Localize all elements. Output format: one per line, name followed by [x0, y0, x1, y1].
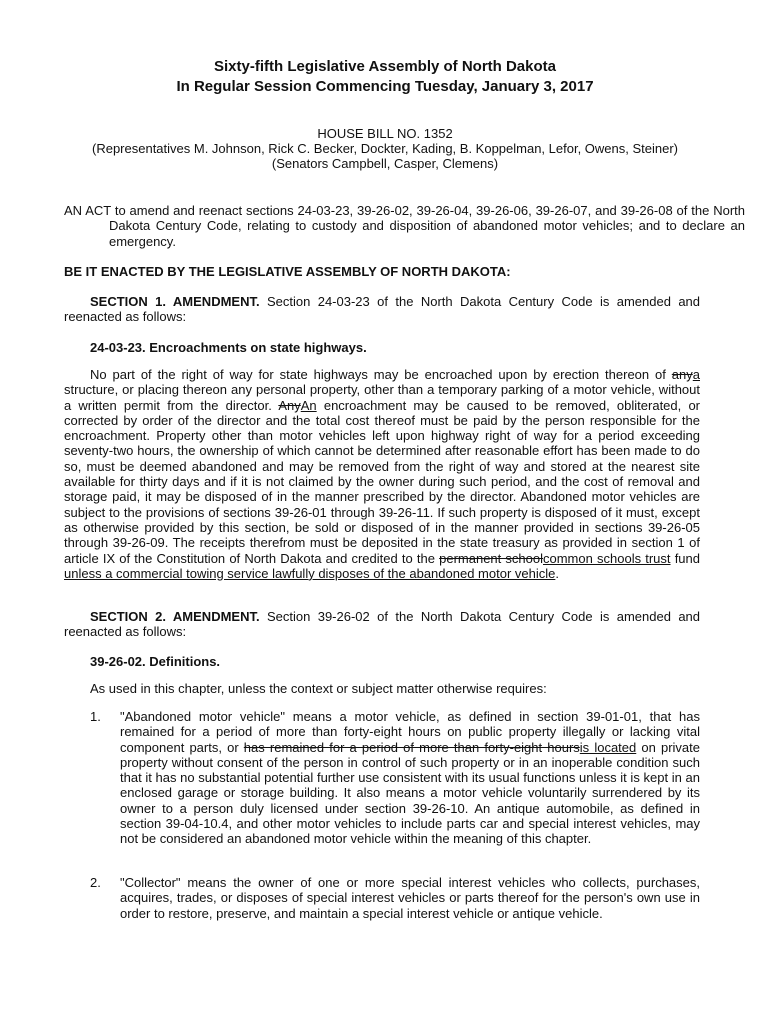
inserted-text: is located — [579, 739, 637, 755]
bill-number: HOUSE BILL NO. 1352 — [317, 126, 453, 141]
section2-intro — [64, 609, 700, 640]
act-title: AN ACT to amend and reenact sections 24-03-23, 39-26-02, 39-26-04, 39-26-06, 39-26-07, and 39-26-08 of the North Dakota Century Code, relating to custody and disposition of abandoned motor vehicles; and to declare an emergency. — [64, 203, 745, 249]
inserted-text: An — [300, 397, 317, 413]
section1-subheading: 24-03-23. Encroachments on state highways. — [90, 340, 367, 355]
struck-text: has remained for a period of more than forty-eight hours — [243, 739, 580, 755]
struck-text: Any — [278, 397, 301, 413]
section1-heading: SECTION 1. AMENDMENT. — [90, 294, 260, 309]
body-text: structure, or placing thereon any personal property, other than a temporary parking of a motor vehicle, without a written permit from the director. — [64, 382, 700, 413]
section2-heading: SECTION 2. AMENDMENT. — [90, 609, 260, 624]
definitions-lead: As used in this chapter, unless the context or subject matter otherwise requires: — [90, 681, 547, 696]
sponsors-senators: (Senators Campbell, Casper, Clemens) — [271, 156, 499, 171]
inserted-text: common schools trust — [543, 550, 671, 566]
body-text: encroachment may be caused to be removed, obliterated, or corrected by order of the director and the total cost thereof must be paid by the person responsible for the encroachment. Property other than motor vehicles left upon highway right of way for a period exceeding seventy-two hours, the ownership of which cannot be determined after reasonable effort has been made to do so, must be deemed abandoned and may be removed from the right of way and stored at the nearest site available for thirty days and if it is not claimed by the owner during such period, and the cost of removal and storage paid, it may be disposed of in the manner prescribed by the director. Abandoned motor vehicles are subject to the provisions of sections 39-26-01 through 39-26-11. If such property is disposed of it must, except as otherwise provided by this section, be sold or disposed of in the manner provided in sections 39-26-05 through 39-26-09. The receipts therefrom must be deposited in the state treasury as provided in section 1 of article IX of the Constitution of North Dakota and credited to the — [64, 397, 700, 566]
section1-intro — [64, 294, 700, 325]
section2-intro-text: Section 39-26-02 of the North Dakota Century Code is amended and reenacted as follows: — [64, 609, 701, 640]
body-text: No part of the right of way for state highways may be encroached upon by erection thereon of — [90, 367, 672, 382]
item-number: 2. — [90, 875, 101, 890]
struck-text: any — [671, 367, 693, 382]
definition-item-1 — [90, 709, 700, 847]
body-text: fund — [670, 550, 700, 566]
definition-text: "Collector" means the owner of one or more special interest vehicles who collects, purchases, acquires, trades, or disposes of special interest vehicles or parts thereof for the person's own use in order to restore, preserve, and maintain a special interest vehicle or antique vehicle. — [120, 875, 700, 921]
item-number: 1. — [90, 709, 101, 724]
enacting-clause: BE IT ENACTED BY THE LEGISLATIVE ASSEMBLY OF NORTH DAKOTA: — [64, 264, 511, 279]
assembly-title: Sixty-fifth Legislative Assembly of North Dakota — [213, 58, 556, 75]
sponsors-representatives: (Representatives M. Johnson, Rick C. Becker, Dockter, Kading, B. Koppelman, Lefor, Owens, Steiner) — [92, 141, 678, 156]
section2-subheading: 39-26-02. Definitions. — [90, 654, 221, 669]
definition-item-2 — [90, 875, 700, 921]
body-text: . — [555, 565, 559, 581]
inserted-text: unless a commercial towing service lawfully disposes of the abandoned motor vehicle — [64, 565, 556, 581]
definition-text — [120, 709, 700, 847]
inserted-text: a — [692, 367, 700, 382]
body-text: on private property without consent of the person in control of such property or in an inoperable condition such that it has no substantial potential further use consistent with its usual functions unless it is kept in an enclosed garage or storage building. It also means a motor vehicle voluntarily surrendered by its owner to a person duly licensed under section 39-26-10. An antique automobile, as defined in section 39-04-10.4, and other motor vehicles to include parts car and special interest vehicles, may not be considered an abandoned motor vehicle within the meaning of this chapter. — [120, 739, 700, 847]
struck-text: permanent school — [439, 550, 543, 566]
body-text: "Abandoned motor vehicle" means a motor vehicle, as defined in section 39-01-01, that has remained for a period of more than forty-eight hours on public property illegally or lacking vital component parts, or — [120, 709, 700, 755]
session-title: In Regular Session Commencing Tuesday, January 3, 2017 — [176, 78, 594, 95]
section1-body — [64, 367, 700, 581]
section1-intro-text: Section 24-03-23 of the North Dakota Century Code is amended and reenacted as follows: — [64, 294, 701, 325]
